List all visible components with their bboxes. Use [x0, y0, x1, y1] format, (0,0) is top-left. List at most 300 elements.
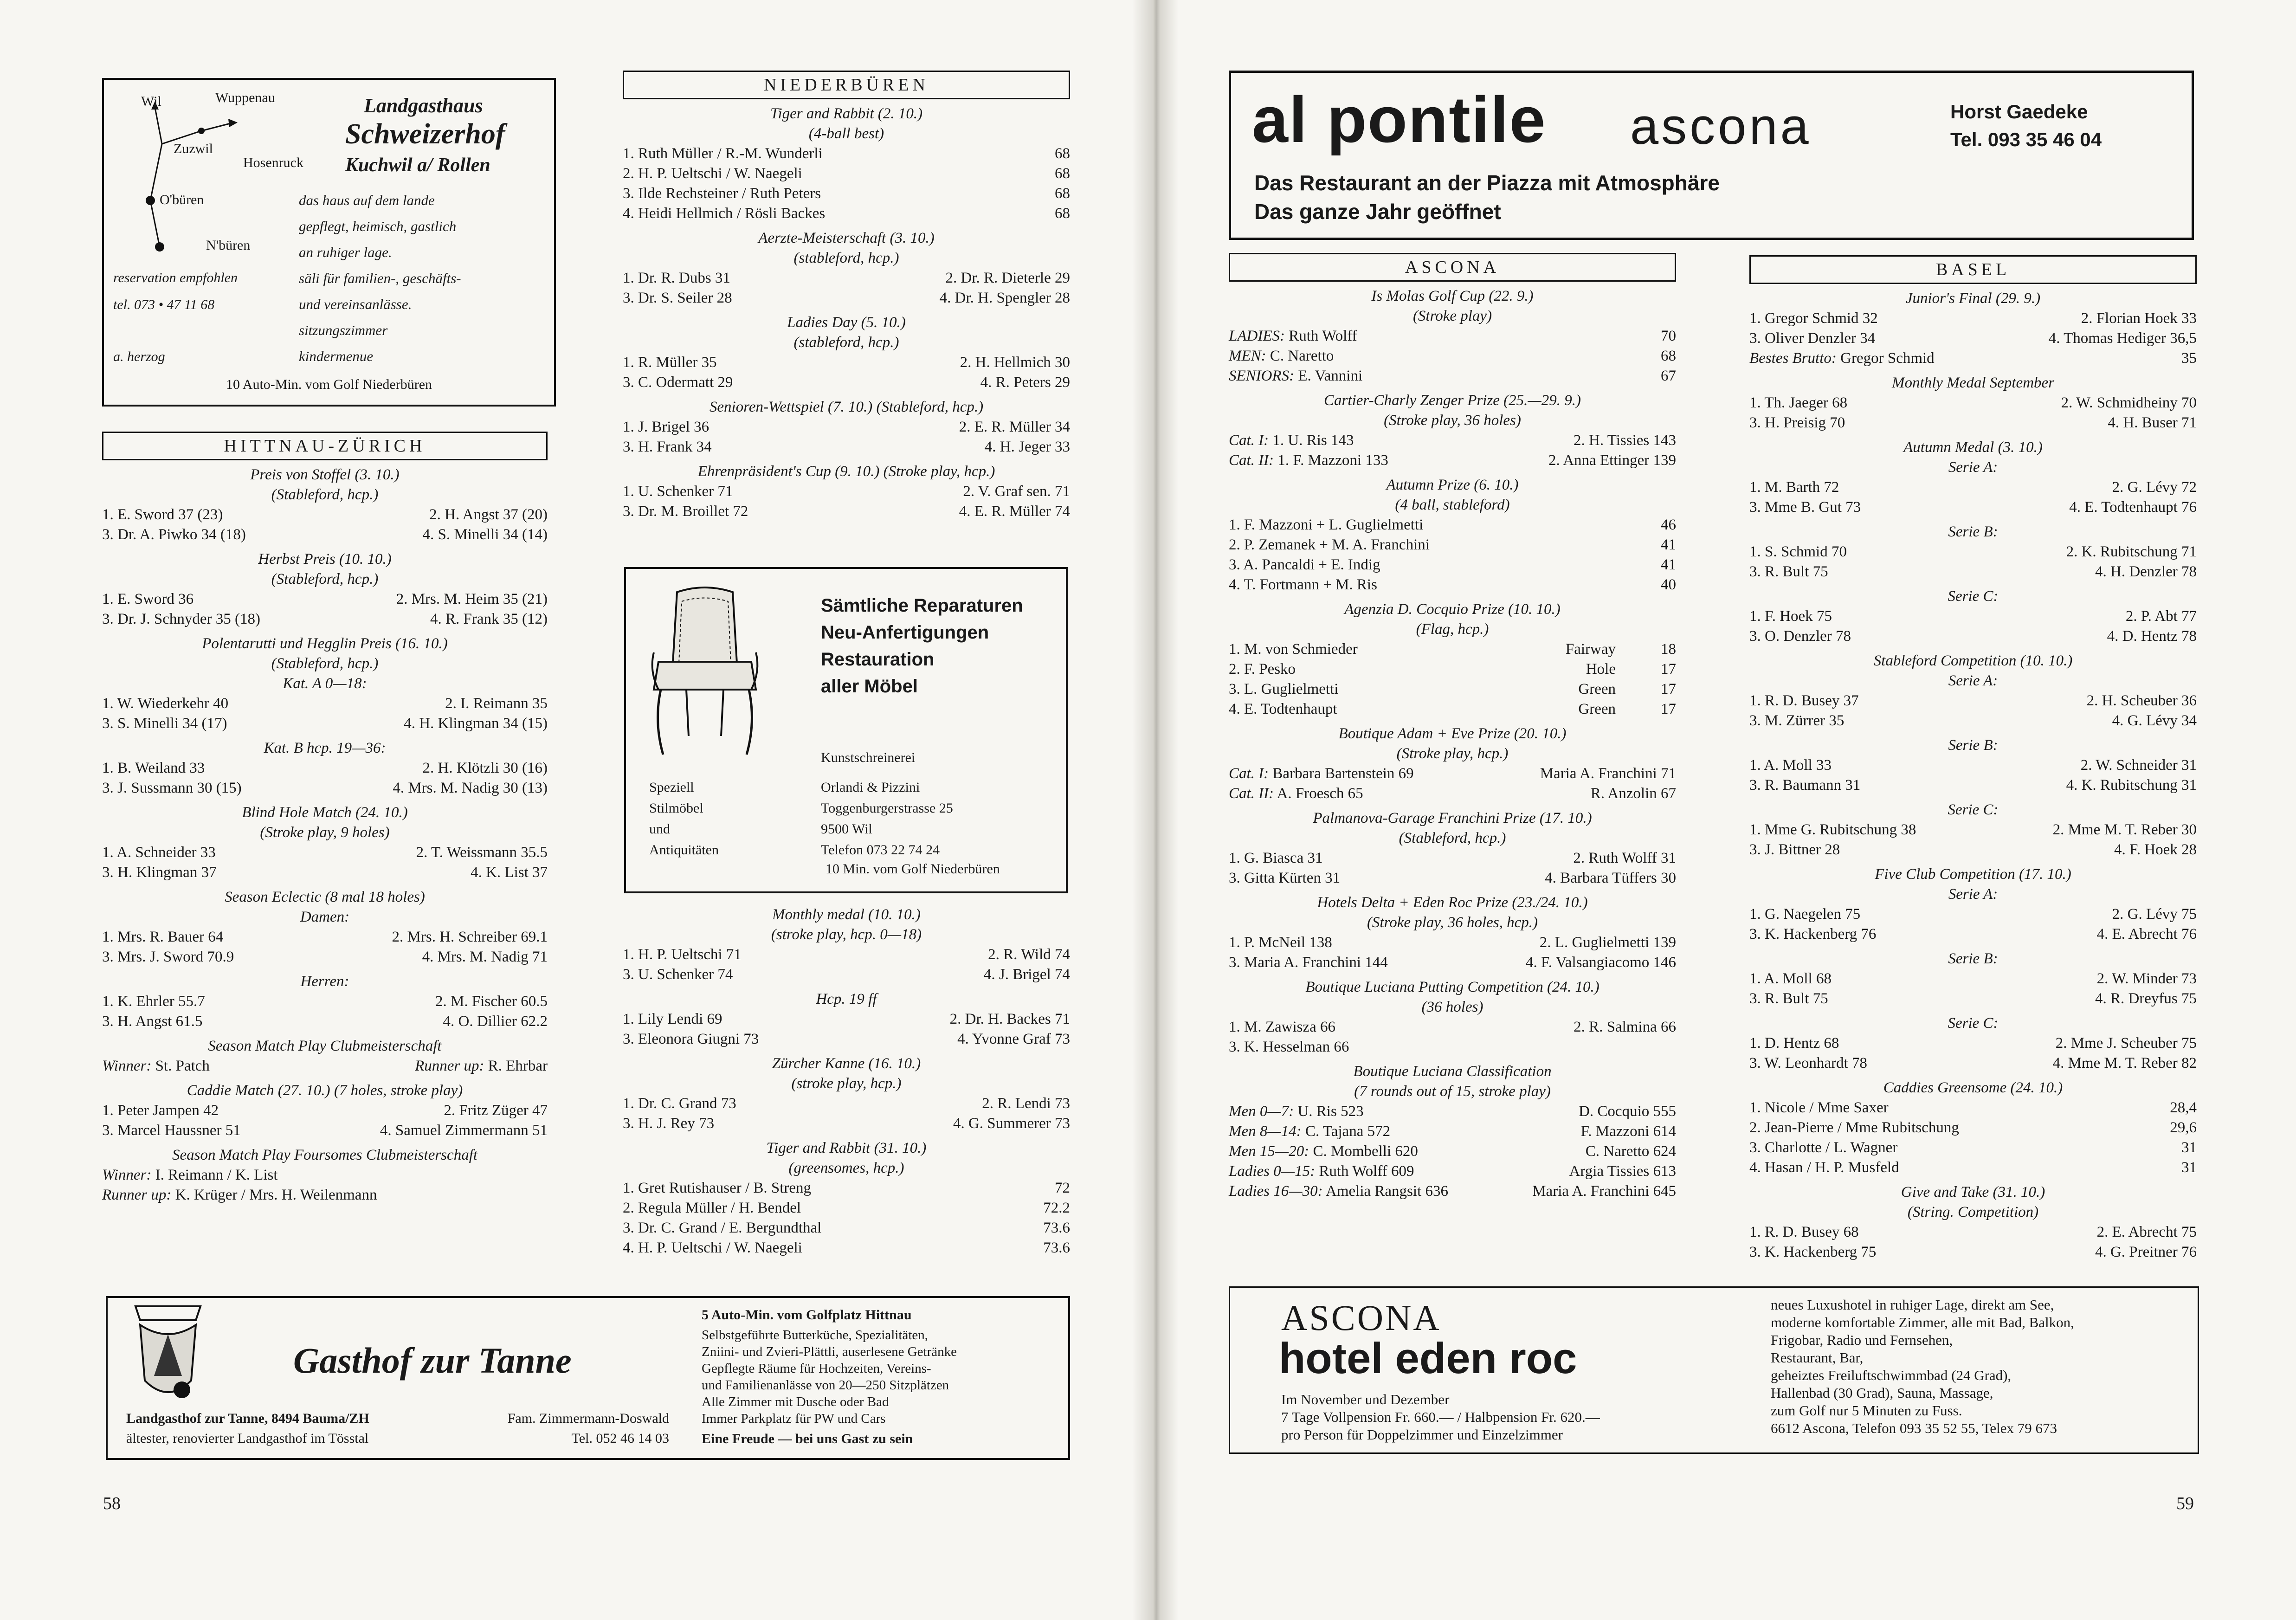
result-right: 68 [1055, 165, 1070, 182]
text-line: Stilmöbel [649, 800, 703, 816]
result-right: 2. T. Weissmann 35.5 [416, 844, 548, 861]
result-row [1749, 1242, 2197, 1262]
result-right: 2. H. Hellmich 30 [960, 354, 1070, 371]
result-left: 1. Mme G. Rubitschung 38 [1749, 821, 1916, 838]
event [1749, 736, 2197, 795]
result-row [1229, 868, 1676, 888]
text-line: zum Golf nur 5 Minuten zu Fuss. [1771, 1402, 1962, 1419]
text-line: geheiztes Freiluftschwimmbad (24 Grad), [1771, 1367, 2012, 1383]
event-title: Is Molas Golf Cup (22. 9.) [1371, 288, 1534, 304]
result-left: 1. M. Barth 72 [1749, 479, 1839, 496]
event-title: Serie B: [1948, 737, 1998, 754]
result-right: 68 [1661, 348, 1676, 364]
text-line: Hallenbad (30 Grad), Sauna, Massage, [1771, 1385, 1993, 1401]
result-row [1749, 478, 2197, 497]
ad-moebel-footer: 10 Min. vom Golf Niederbüren [826, 861, 1000, 877]
event-title: Season Match Play Clubmeisterschaft [208, 1038, 442, 1054]
result-left: 3. M. Zürrer 35 [1749, 712, 1845, 729]
result-row [1229, 848, 1676, 868]
result-row [623, 373, 1070, 393]
result-right: 2. W. Minder 73 [2096, 970, 2197, 987]
event-subtitle: Serie A: [1948, 459, 1998, 476]
event-title: Preis von Stoffel (3. 10.) [250, 466, 400, 483]
result-right: 2. W. Schneider 31 [2080, 757, 2197, 774]
ad-moebel-kunstschreinerei: Kunstschreinerei [821, 750, 916, 765]
event [1229, 286, 1676, 386]
result-row [1229, 326, 1676, 346]
event [623, 313, 1070, 393]
text-line: Restauration [821, 649, 935, 670]
text-line: Speziell [649, 780, 694, 795]
result-category: Hole [1586, 661, 1616, 678]
result-row [623, 1178, 1070, 1198]
hittnau-results [102, 465, 548, 1205]
text-line: Neu-Anfertigungen [821, 622, 989, 643]
result-row [1749, 329, 2197, 349]
section-header-niederbueren: NIEDERBÜREN [623, 71, 1070, 99]
result-right: 2. H. Scheuber 36 [2086, 692, 2197, 709]
ad-schweizerhof-owner: a. herzog [113, 349, 165, 364]
event [623, 462, 1070, 522]
event [623, 905, 1070, 985]
event [1749, 587, 2197, 646]
result-right: 2. Dr. H. Backes 71 [949, 1011, 1070, 1027]
result-row [102, 992, 548, 1012]
result-row [623, 353, 1070, 373]
result-left: 3. R. Bult 75 [1749, 563, 1828, 580]
result-left: 3. A. Pancaldi + E. Indig [1229, 556, 1380, 573]
section-niederbueren-2 [623, 900, 1070, 1258]
result-left: 3. H. Preisig 70 [1749, 414, 1845, 431]
event-title: Blind Hole Match (24. 10.) [242, 804, 408, 821]
event-title: Kat. B hcp. 19—36: [264, 740, 386, 756]
result-row [1749, 969, 2197, 989]
result-right: 73.6 [1043, 1239, 1070, 1256]
event-title: Serie C: [1948, 801, 1999, 818]
ad-edenroc-offer [1281, 1391, 1600, 1444]
result-right: 2. Anna Ettinger 139 [1548, 452, 1676, 469]
event [1749, 949, 2197, 1009]
event-title: Serie B: [1948, 523, 1998, 540]
result-row [1749, 497, 2197, 517]
result-left: 3. Marcel Haussner 51 [102, 1122, 241, 1139]
result-right: 2. Mrs. M. Heim 35 (21) [396, 591, 548, 607]
result-category: Fairway [1565, 641, 1616, 658]
result-right: 4. K. List 37 [471, 864, 548, 881]
text-line: und vereinsanlässe. [299, 296, 412, 312]
event-title: Boutique Luciana Classification [1353, 1063, 1552, 1080]
event-title: Hotels Delta + Eden Roc Prize (23./24. 10.) [1317, 894, 1588, 911]
result-left: 1. F. Mazzoni + L. Guglielmetti [1229, 516, 1424, 533]
result-right: 4. F. Valsangiacomo 146 [1526, 954, 1676, 971]
result-left: 1. Lily Lendi 69 [623, 1011, 722, 1027]
result-left: Ladies 16—30: Amelia Rangsit 636 [1229, 1183, 1448, 1200]
event-title: Cartier-Charly Zenger Prize (25.—29. 9.) [1324, 392, 1581, 409]
result-row [1749, 924, 2197, 944]
result-row [623, 288, 1070, 308]
result-score: 18 [1661, 641, 1676, 658]
event [623, 397, 1070, 457]
result-left: 1. Dr. C. Grand 73 [623, 1095, 736, 1112]
map-label-hosenruck: Hosenruck [243, 155, 303, 170]
event [1749, 800, 2197, 860]
result-right: 2. E. R. Müller 34 [959, 419, 1070, 435]
result-row [102, 714, 548, 734]
event-subtitle: (Stableford, hcp.) [1399, 830, 1506, 846]
result-right: 4. H. Buser 71 [2108, 414, 2197, 431]
result-right: 4. F. Hoek 28 [2114, 841, 2197, 858]
result-left: 3. O. Denzler 78 [1749, 628, 1851, 645]
result-right: 29,6 [2170, 1119, 2197, 1136]
ad-tanne-name: Gasthof zur Tanne [293, 1340, 572, 1381]
result-left: 3. Mme B. Gut 73 [1749, 499, 1861, 516]
result-left: 1. H. P. Ueltschi 71 [623, 946, 742, 963]
ad-pontile-phone: Tel. 093 35 46 04 [1950, 129, 2102, 150]
event [1229, 391, 1676, 471]
result-right: 4. E. R. Müller 74 [959, 503, 1070, 520]
result-right: 2. P. Abt 77 [2125, 608, 2197, 625]
event-subtitle: (7 rounds out of 15, stroke play) [1354, 1083, 1551, 1100]
result-right: 4. H. Jeger 33 [984, 439, 1070, 455]
result-left: 3. Maria A. Franchini 144 [1229, 954, 1388, 971]
page-number-left: 58 [103, 1494, 121, 1513]
result-row [102, 525, 548, 545]
event-title: Herbst Preis (10. 10.) [258, 551, 392, 568]
event-subtitle: (Stableford, hcp.) [271, 655, 379, 672]
event-title: Ehrenpräsident's Cup (9. 10.) (Stroke play, hcp.) [697, 463, 995, 480]
result-name: 4. E. Todtenhaupt [1229, 701, 1337, 717]
result-right: 4. K. Rubitschung 31 [2066, 777, 2197, 794]
ad-edenroc [1229, 1286, 2199, 1454]
text-line: säli für familien-, geschäfts- [299, 270, 461, 286]
event-subtitle: (Stroke play) [1412, 308, 1492, 324]
event-subtitle: (Stroke play, 36 holes) [1384, 412, 1521, 429]
result-right: 2. M. Fischer 60.5 [435, 993, 548, 1010]
text-line: Restaurant, Bar, [1771, 1349, 1864, 1366]
event [1749, 865, 2197, 944]
event [102, 738, 548, 798]
result-row [1749, 349, 2197, 368]
result-right: 68 [1055, 145, 1070, 162]
section-niederbueren [623, 71, 1070, 522]
section-basel [1749, 255, 2197, 1262]
result-left: Cat. II: A. Froesch 65 [1229, 785, 1363, 802]
result-left: 1. J. Brigel 36 [623, 419, 709, 435]
result-left: 2. Regula Müller / H. Bendel [623, 1200, 801, 1216]
event-subtitle: (stableford, hcp.) [793, 334, 899, 351]
event-title: Polentarutti und Hegglin Preis (16. 10.) [202, 635, 448, 652]
result-left: 3. Mrs. J. Sword 70.9 [102, 949, 234, 965]
result-right: 4. J. Brigel 74 [983, 966, 1070, 983]
result-row [623, 144, 1070, 164]
section-hittnau [102, 432, 548, 1205]
text-line: Antiquitäten [649, 842, 719, 858]
text-line: Im November und Dezember [1281, 1391, 1450, 1407]
result-left: 3. Charlotte / L. Wagner [1749, 1139, 1898, 1156]
event [102, 549, 548, 629]
result-row [1229, 1037, 1676, 1057]
result-row [623, 268, 1070, 288]
result-left: Bestes Brutto: Gregor Schmid [1749, 350, 1935, 367]
event-subtitle: (Stableford, hcp.) [271, 486, 379, 503]
result-right: Maria A. Franchini 645 [1532, 1183, 1676, 1200]
result-right: 2. Mme M. T. Reber 30 [2052, 821, 2197, 838]
text-line: Orlandi & Pizzini [821, 780, 920, 795]
map-label-obueren: O'büren [160, 192, 204, 207]
result-row [102, 843, 548, 863]
event-title: Serie C: [1948, 1015, 1999, 1032]
event [102, 465, 548, 545]
text-line: neues Luxushotel in ruhiger Lage, direkt am See, [1771, 1297, 2054, 1313]
result-row [1229, 659, 1676, 679]
result-row [1229, 1181, 1676, 1201]
ad-tanne-family: Fam. Zimmermann-Doswald [507, 1411, 669, 1426]
event-title: Zürcher Kanne (16. 10.) [772, 1055, 921, 1072]
result-right: 73.6 [1043, 1220, 1070, 1236]
result-left: MEN: C. Naretto [1229, 348, 1334, 364]
result-left: 3. Eleonora Giugni 73 [623, 1031, 759, 1047]
result-right: C. Naretto 624 [1585, 1143, 1676, 1160]
result-right: F. Mazzoni 614 [1580, 1123, 1676, 1140]
event-title: Serie C: [1948, 588, 1999, 605]
tanne-emblem-icon [126, 1302, 210, 1408]
result-left: Men 0—7: U. Ris 523 [1229, 1103, 1364, 1120]
event [1749, 1013, 2197, 1073]
text-line: kindermenue [299, 348, 374, 364]
event-subtitle: Serie A: [1948, 672, 1998, 689]
result-right: 4. G. Preitner 76 [2095, 1244, 2197, 1260]
result-row [1229, 784, 1676, 804]
result-right: 28,4 [2170, 1099, 2197, 1116]
event [102, 803, 548, 883]
result-row [1749, 775, 2197, 795]
text-line: sitzungszimmer [299, 322, 388, 338]
result-left: 3. U. Schenker 74 [623, 966, 733, 983]
text-line: aller Möbel [821, 676, 918, 697]
text-line: 7 Tage Vollpension Fr. 660.— / Halbpension Fr. 620.— [1281, 1409, 1600, 1425]
result-left: 2. Jean-Pierre / Mme Rubitschung [1749, 1119, 1959, 1136]
result-row [623, 184, 1070, 204]
result-left: 3. S. Minelli 34 (17) [102, 715, 227, 732]
result-row [102, 758, 548, 778]
result-left: 1. A. Moll 68 [1749, 970, 1832, 987]
result-left: 1. Ruth Müller / R.-M. Wunderli [623, 145, 823, 162]
text-line: Toggenburgerstrasse 25 [821, 800, 953, 816]
result-right: 2. L. Guglielmetti 139 [1539, 934, 1676, 951]
result-right: 31 [2181, 1139, 2197, 1156]
ad-moebel-headline [821, 592, 1023, 700]
result-left: 1. K. Ehrler 55.7 [102, 993, 205, 1010]
event-title: Hcp. 19 ff [816, 991, 877, 1007]
event-subtitle: (stroke play, hcp. 0—18) [771, 926, 922, 943]
result-left: 1. Th. Jaeger 68 [1749, 394, 1848, 411]
result-right: 2. Ruth Wolff 31 [1573, 850, 1676, 866]
event-title: Tiger and Rabbit (31. 10.) [766, 1140, 927, 1156]
event-subtitle: (36 holes) [1421, 999, 1483, 1015]
ad-schweizerhof-place: Kuchwil a/ Rollen [345, 155, 490, 176]
result-left: 1. Gregor Schmid 32 [1749, 310, 1878, 327]
result-left: 1. Mrs. R. Bauer 64 [102, 929, 224, 945]
result-right: 2. H. Angst 37 (20) [429, 506, 548, 523]
result-left: 1. S. Schmid 70 [1749, 543, 1847, 560]
result-right: 67 [1661, 368, 1676, 384]
result-left: Winner: I. Reimann / K. List [102, 1167, 278, 1183]
result-left: 4. T. Fortmann + M. Ris [1229, 576, 1377, 593]
result-row [102, 589, 548, 609]
result-left: 3. W. Leonhardt 78 [1749, 1055, 1867, 1071]
result-left: 3. Dr. S. Seiler 28 [623, 290, 732, 306]
result-left: 1. R. Müller 35 [623, 354, 717, 371]
result-right: 40 [1661, 576, 1676, 593]
result-right: 4. O. Dillier 62.2 [443, 1013, 548, 1030]
event-title: Season Match Play Foursomes Clubmeisterschaft [172, 1147, 478, 1163]
result-right: 2. V. Graf sen. 71 [963, 483, 1070, 500]
result-name: 1. M. von Schmieder [1229, 641, 1358, 658]
event-subtitle: (greensomes, hcp.) [788, 1160, 904, 1176]
page-number-right: 59 [2176, 1494, 2194, 1513]
event [102, 1081, 548, 1141]
result-row [102, 1012, 548, 1032]
result-right: 35 [2181, 350, 2197, 367]
event [1749, 373, 2197, 433]
result-row [102, 1121, 548, 1141]
result-row [1229, 555, 1676, 575]
event [1229, 893, 1676, 973]
result-name: 2. F. Pesko [1229, 661, 1296, 678]
event [102, 972, 548, 1032]
result-right: 2. E. Abrecht 75 [2096, 1224, 2197, 1240]
event-title: Autumn Medal (3. 10.) [1903, 439, 2043, 456]
result-left: 1. W. Wiederkehr 40 [102, 695, 229, 712]
result-left: 1. E. Sword 36 [102, 591, 194, 607]
event [102, 887, 548, 967]
result-row [102, 927, 548, 947]
ad-moebel-left-text [649, 777, 719, 860]
event-title: Aerzte-Meisterschaft (3. 10.) [758, 230, 935, 246]
text-line: 9500 Wil [821, 821, 872, 837]
result-row [1749, 989, 2197, 1009]
result-left: 3. K. Hesselman 66 [1229, 1039, 1349, 1055]
result-left: 3. K. Hackenberg 76 [1749, 926, 1877, 942]
text-line: Zniini- und Zvieri-Plättli, auserlesene Getränke [702, 1344, 957, 1359]
result-score: 17 [1661, 661, 1676, 678]
result-row [1229, 1142, 1676, 1162]
result-row [102, 1185, 548, 1205]
ad-pontile [1229, 71, 2194, 240]
result-left: 3. Ilde Rechsteiner / Ruth Peters [623, 185, 821, 202]
event [623, 1138, 1070, 1258]
result-right: 46 [1661, 516, 1676, 533]
result-row [102, 609, 548, 629]
result-right: 4. Thomas Hediger 36,5 [2048, 330, 2197, 347]
text-line: Gepflegte Räume für Hochzeiten, Vereins- [702, 1361, 931, 1376]
result-row [1749, 820, 2197, 840]
ad-tanne-slogan: Eine Freude — bei uns Gast zu sein [702, 1431, 913, 1446]
event [1229, 1062, 1676, 1201]
result-right: 4. H. Klingman 34 (15) [404, 715, 548, 732]
event-subtitle: (Stableford, hcp.) [271, 571, 379, 587]
result-right: 2. Florian Hoek 33 [2081, 310, 2197, 327]
result-row [102, 947, 548, 967]
result-right: 4. G. Lévy 34 [2112, 712, 2197, 729]
result-row [1749, 904, 2197, 924]
result-row [623, 1114, 1070, 1134]
result-row [1229, 575, 1676, 595]
result-left: 3. H. Angst 61.5 [102, 1013, 203, 1030]
text-line: moderne komfortable Zimmer, alle mit Bad, Balkon, [1771, 1314, 2074, 1330]
result-left: Winner: St. Patch [102, 1058, 210, 1074]
result-right: 4. Mme M. T. Reber 82 [2052, 1055, 2197, 1071]
ascona-results [1229, 286, 1676, 1201]
result-right: 4. H. Denzler 78 [2095, 563, 2197, 580]
ad-tanne-address: Landgasthof zur Tanne, 8494 Bauma/ZH [126, 1411, 369, 1426]
event [102, 1145, 548, 1205]
section-ascona [1229, 253, 1676, 1201]
result-left: 1. D. Hentz 68 [1749, 1035, 1839, 1052]
event-subtitle: (4-ball best) [808, 125, 884, 142]
result-left: 3. K. Hackenberg 75 [1749, 1244, 1877, 1260]
text-line: Immer Parkplatz für PW und Cars [702, 1411, 886, 1426]
result-left: Cat. I: Barbara Bartenstein 69 [1229, 765, 1414, 782]
result-right: 4. S. Minelli 34 (14) [422, 526, 548, 543]
result-row [1749, 562, 2197, 582]
result-row [102, 1101, 548, 1121]
event-subtitle: (stableford, hcp.) [793, 250, 899, 266]
result-left: Cat. II: 1. F. Mazzoni 133 [1229, 452, 1388, 469]
result-right: Argia Tissies 613 [1569, 1163, 1676, 1180]
text-line: Alle Zimmer mit Dusche oder Bad [702, 1394, 889, 1409]
result-row [1229, 699, 1676, 719]
ad-tanne-address-row [126, 1409, 669, 1428]
result-row [102, 863, 548, 883]
section-header-ascona: ASCONA [1229, 253, 1676, 282]
ad-schweizerhof [102, 78, 556, 407]
result-row [1749, 1138, 2197, 1158]
result-row [102, 505, 548, 525]
ad-pontile-owner: Horst Gaedeke [1950, 101, 2088, 123]
result-row [1229, 679, 1676, 699]
result-right: Maria A. Franchini 71 [1540, 765, 1676, 782]
book-gutter [1132, 0, 1179, 1620]
result-left: 1. B. Weiland 33 [102, 760, 205, 776]
text-line: pro Person für Doppelzimmer und Einzelzimmer [1281, 1426, 1563, 1443]
result-right: 4. Yvonne Graf 73 [957, 1031, 1070, 1047]
text-line: Telefon 073 22 74 24 [821, 842, 940, 858]
ad-schweizerhof-text [299, 187, 461, 369]
result-right: 41 [1661, 536, 1676, 553]
ad-edenroc-features [1771, 1296, 2074, 1437]
result-right: 2. K. Rubitschung 71 [2066, 543, 2197, 560]
result-right: 70 [1661, 328, 1676, 344]
result-left: 3. Oliver Denzler 34 [1749, 330, 1876, 347]
event-title: Agenzia D. Cocquio Prize (10. 10.) [1344, 601, 1561, 618]
result-row [102, 778, 548, 798]
result-right: 41 [1661, 556, 1676, 573]
result-left: Cat. I: 1. U. Ris 143 [1229, 432, 1354, 449]
result-right: 72.2 [1043, 1200, 1070, 1216]
result-row [1749, 626, 2197, 646]
result-right: 2. I. Reimann 35 [445, 695, 548, 712]
event [1749, 651, 2197, 731]
event-title: Give and Take (31. 10.) [1901, 1184, 2045, 1200]
ad-pontile-name: al pontile [1252, 83, 1547, 156]
result-right: 2. R. Wild 74 [988, 946, 1070, 963]
result-left: 4. Heidi Hellmich / Rösli Backes [623, 205, 826, 222]
event-title: Palmanova-Garage Franchini Prize (17. 10.) [1313, 810, 1592, 826]
event-subtitle: (4 ball, stableford) [1395, 497, 1510, 513]
result-left: Men 8—14: C. Tajana 572 [1229, 1123, 1391, 1140]
ad-edenroc-name: hotel eden roc [1279, 1334, 1577, 1382]
